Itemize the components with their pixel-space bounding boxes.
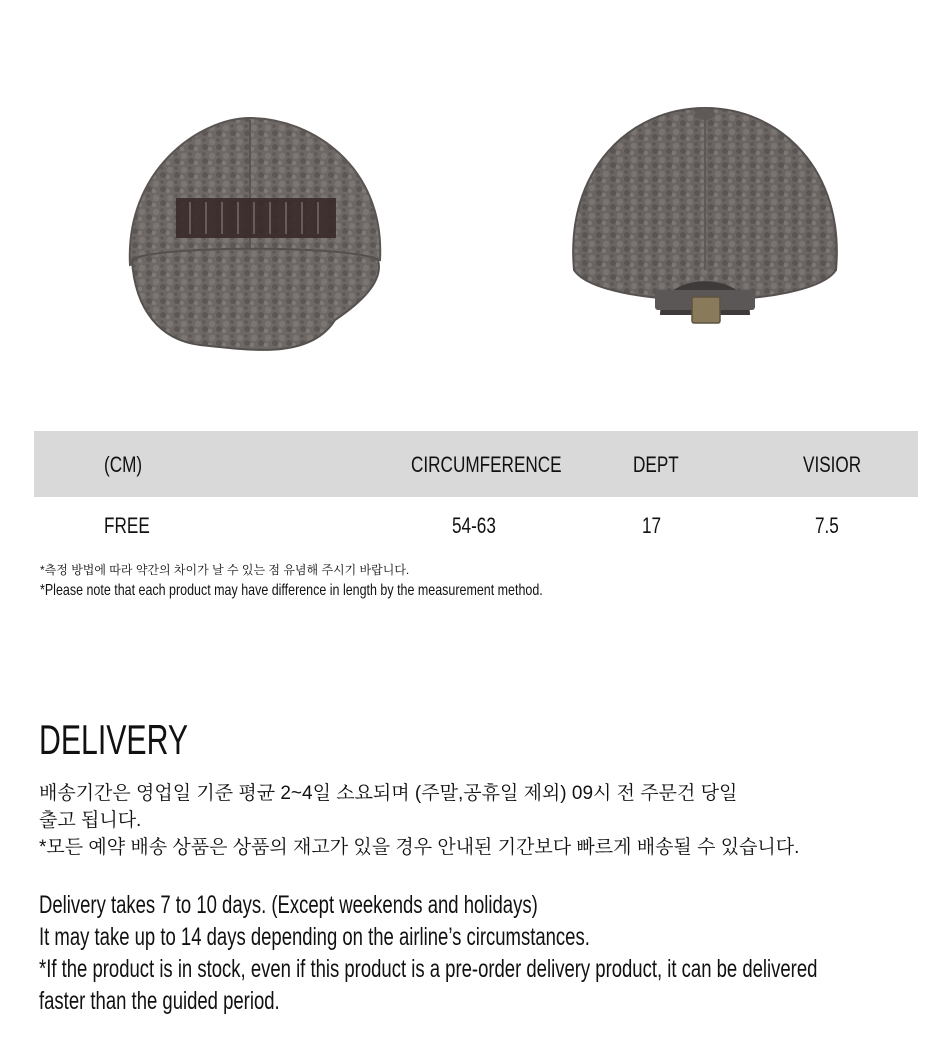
delivery-english-line: Delivery takes 7 to 10 days. (Except weekends and holidays) [39, 891, 538, 919]
delivery-english-line: *If the product is in stock, even if this product is a pre-order delivery product, it can be delivered [39, 955, 818, 983]
table-cell-size: FREE [104, 513, 150, 538]
delivery-korean-text [39, 780, 799, 861]
delivery-korean-line: 출고 됩니다. [39, 810, 142, 831]
table-cell-depth: 17 [642, 513, 662, 538]
table-header-visor: VISIOR [803, 452, 862, 477]
table-header-depth: DEPT [633, 452, 679, 477]
delivery-korean-line: 배송기간은 영업일 기준 평균 2~4일 소요되며 (주말,공휴일 제외) 09시 전 주문건 당일 [39, 783, 738, 804]
cap-front-image [110, 110, 390, 360]
measurement-note-english: *Please note that each product may have difference in length by the measurement method. [40, 582, 543, 599]
delivery-english-line: faster than the guided period. [39, 987, 280, 1015]
table-cell-visor: 7.5 [815, 513, 839, 538]
table-header-circumference: CIRCUMFERENCE [411, 452, 562, 477]
table-header-unit: (CM) [104, 452, 143, 477]
cap-back-image [560, 100, 850, 340]
delivery-english-text [39, 889, 950, 1017]
table-cell-circumference: 54-63 [452, 513, 496, 538]
delivery-korean-line: *모든 예약 배송 상품은 상품의 재고가 있을 경우 안내된 기간보다 빠르게 배송될 수 있습니다. [39, 837, 800, 858]
delivery-english-line: It may take up to 14 days depending on the airline’s circumstances. [39, 923, 590, 951]
delivery-title: DELIVERY [39, 716, 189, 763]
measurement-note-korean: *측정 방법에 따라 약간의 차이가 날 수 있는 점 유념해 주시기 바랍니다. [40, 563, 410, 577]
